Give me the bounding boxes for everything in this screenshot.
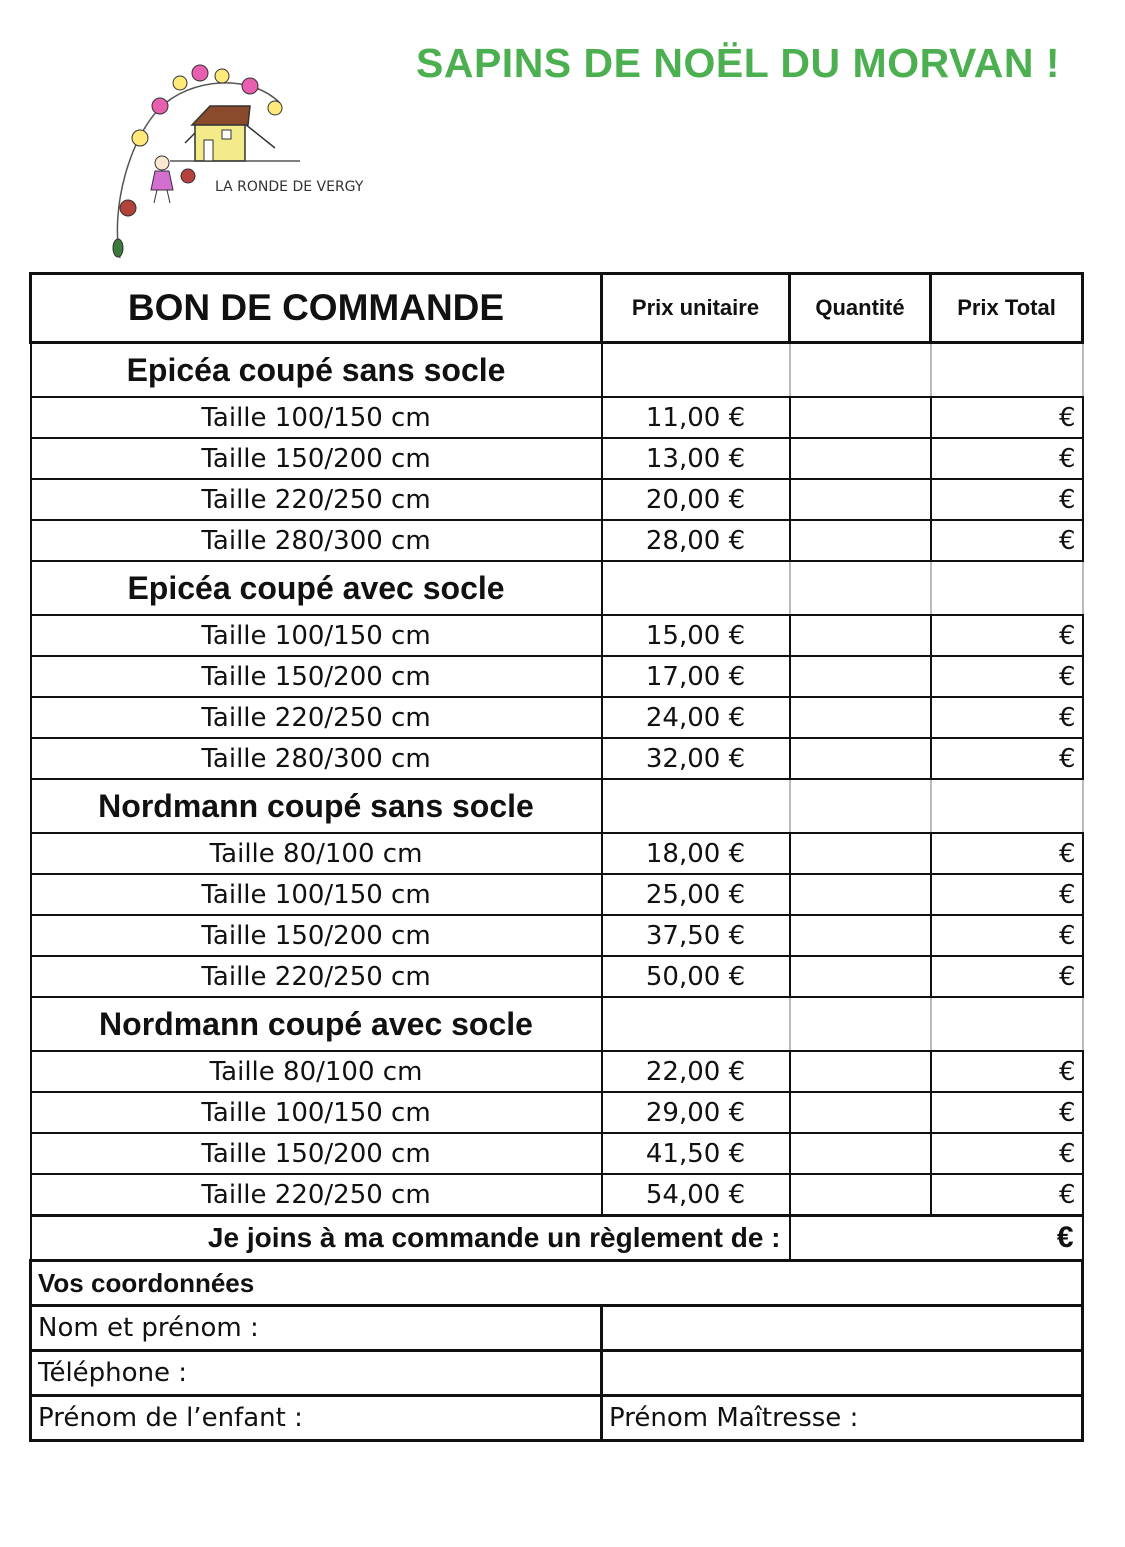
- category-empty-cell: [602, 779, 790, 833]
- contact-section-title: Vos coordonnées: [31, 1261, 1083, 1306]
- contact-row: [31, 1396, 1083, 1441]
- payment-row: [31, 1216, 1083, 1261]
- item-quantity-field[interactable]: [790, 656, 931, 697]
- item-quantity-field[interactable]: [790, 1051, 931, 1092]
- item-quantity-field[interactable]: [790, 738, 931, 779]
- phone-label: Téléphone :: [31, 1351, 602, 1396]
- category-row: [31, 779, 1083, 833]
- item-unit-price: 37,50 €: [602, 915, 790, 956]
- category-empty-cell: [790, 997, 931, 1051]
- item-total-field[interactable]: €: [931, 479, 1083, 520]
- payment-label: Je joins à ma commande un règlement de :: [31, 1216, 790, 1261]
- item-size: Taille 220/250 cm: [31, 1174, 602, 1216]
- item-total-field[interactable]: €: [931, 438, 1083, 479]
- category-empty-cell: [931, 997, 1083, 1051]
- table-row: [31, 874, 1083, 915]
- item-total-field[interactable]: €: [931, 397, 1083, 438]
- item-total-field[interactable]: €: [931, 956, 1083, 997]
- category-name: Epicéa coupé avec socle: [31, 561, 602, 615]
- item-size: Taille 280/300 cm: [31, 738, 602, 779]
- table-row: [31, 1133, 1083, 1174]
- item-size: Taille 100/150 cm: [31, 397, 602, 438]
- table-row: [31, 656, 1083, 697]
- item-total-field[interactable]: €: [931, 915, 1083, 956]
- table-row: [31, 833, 1083, 874]
- item-size: Taille 280/300 cm: [31, 520, 602, 561]
- item-unit-price: 22,00 €: [602, 1051, 790, 1092]
- category-name: Nordmann coupé sans socle: [31, 779, 602, 833]
- item-unit-price: 28,00 €: [602, 520, 790, 561]
- table-row: [31, 738, 1083, 779]
- category-name: Nordmann coupé avec socle: [31, 997, 602, 1051]
- category-empty-cell: [931, 779, 1083, 833]
- item-quantity-field[interactable]: [790, 397, 931, 438]
- item-quantity-field[interactable]: [790, 479, 931, 520]
- column-header-total: Prix Total: [931, 274, 1083, 343]
- table-row: [31, 956, 1083, 997]
- order-form-table: [29, 272, 1084, 1442]
- contact-row: [31, 1306, 1083, 1351]
- child-name-label[interactable]: Prénom de l’enfant :: [31, 1396, 602, 1441]
- column-header-unit-price: Prix unitaire: [602, 274, 790, 343]
- item-size: Taille 100/150 cm: [31, 874, 602, 915]
- item-size: Taille 150/200 cm: [31, 915, 602, 956]
- logo-text: LA RONDE DE VERGY: [215, 179, 364, 195]
- item-total-field[interactable]: €: [931, 874, 1083, 915]
- item-total-field[interactable]: €: [931, 697, 1083, 738]
- contact-row: [31, 1351, 1083, 1396]
- item-unit-price: 50,00 €: [602, 956, 790, 997]
- item-size: Taille 100/150 cm: [31, 1092, 602, 1133]
- item-quantity-field[interactable]: [790, 615, 931, 656]
- item-total-field[interactable]: €: [931, 1092, 1083, 1133]
- item-unit-price: 17,00 €: [602, 656, 790, 697]
- table-row: [31, 1174, 1083, 1216]
- item-total-field[interactable]: €: [931, 738, 1083, 779]
- category-empty-cell: [602, 997, 790, 1051]
- table-row: [31, 520, 1083, 561]
- table-row: [31, 1051, 1083, 1092]
- item-unit-price: 20,00 €: [602, 479, 790, 520]
- item-size: Taille 150/200 cm: [31, 656, 602, 697]
- item-size: Taille 150/200 cm: [31, 1133, 602, 1174]
- item-size: Taille 150/200 cm: [31, 438, 602, 479]
- item-quantity-field[interactable]: [790, 915, 931, 956]
- table-row: [31, 397, 1083, 438]
- item-size: Taille 80/100 cm: [31, 1051, 602, 1092]
- table-row: [31, 697, 1083, 738]
- item-quantity-field[interactable]: [790, 697, 931, 738]
- name-label: Nom et prénom :: [31, 1306, 602, 1351]
- category-name: Epicéa coupé sans socle: [31, 343, 602, 398]
- item-quantity-field[interactable]: [790, 1174, 931, 1216]
- item-unit-price: 32,00 €: [602, 738, 790, 779]
- category-empty-cell: [602, 343, 790, 398]
- category-empty-cell: [931, 343, 1083, 398]
- item-total-field[interactable]: €: [931, 520, 1083, 561]
- category-empty-cell: [790, 779, 931, 833]
- item-quantity-field[interactable]: [790, 956, 931, 997]
- category-empty-cell: [602, 561, 790, 615]
- item-unit-price: 18,00 €: [602, 833, 790, 874]
- item-unit-price: 15,00 €: [602, 615, 790, 656]
- item-total-field[interactable]: €: [931, 1133, 1083, 1174]
- category-empty-cell: [790, 561, 931, 615]
- item-unit-price: 24,00 €: [602, 697, 790, 738]
- table-row: [31, 438, 1083, 479]
- item-unit-price: 11,00 €: [602, 397, 790, 438]
- item-unit-price: 29,00 €: [602, 1092, 790, 1133]
- column-header-quantity: Quantité: [790, 274, 931, 343]
- order-form-title: BON DE COMMANDE: [31, 274, 602, 343]
- table-row: [31, 1092, 1083, 1133]
- category-empty-cell: [790, 343, 931, 398]
- item-total-field[interactable]: €: [931, 833, 1083, 874]
- item-quantity-field[interactable]: [790, 833, 931, 874]
- item-total-field[interactable]: €: [931, 1051, 1083, 1092]
- item-unit-price: 54,00 €: [602, 1174, 790, 1216]
- item-quantity-field[interactable]: [790, 438, 931, 479]
- name-field[interactable]: [602, 1306, 1083, 1351]
- item-quantity-field[interactable]: [790, 1133, 931, 1174]
- phone-field[interactable]: [602, 1351, 1083, 1396]
- item-size: Taille 220/250 cm: [31, 479, 602, 520]
- contact-section-row: [31, 1261, 1083, 1306]
- category-row: [31, 343, 1083, 398]
- item-unit-price: 13,00 €: [602, 438, 790, 479]
- table-row: [31, 915, 1083, 956]
- item-size: Taille 220/250 cm: [31, 697, 602, 738]
- table-row: [31, 479, 1083, 520]
- payment-amount-field[interactable]: €: [790, 1216, 1083, 1261]
- item-total-field[interactable]: €: [931, 656, 1083, 697]
- item-quantity-field[interactable]: [790, 520, 931, 561]
- item-size: Taille 80/100 cm: [31, 833, 602, 874]
- item-unit-price: 41,50 €: [602, 1133, 790, 1174]
- teacher-name-label[interactable]: Prénom Maîtresse :: [602, 1396, 1083, 1441]
- item-size: Taille 220/250 cm: [31, 956, 602, 997]
- item-unit-price: 25,00 €: [602, 874, 790, 915]
- category-row: [31, 561, 1083, 615]
- page-title: SAPINS DE NOËL DU MORVAN !: [416, 40, 1061, 86]
- category-row: [31, 997, 1083, 1051]
- item-quantity-field[interactable]: [790, 1092, 931, 1133]
- table-header-row: [31, 274, 1083, 343]
- item-total-field[interactable]: €: [931, 615, 1083, 656]
- table-row: [31, 615, 1083, 656]
- item-total-field[interactable]: €: [931, 1174, 1083, 1216]
- house-flowers-logo-icon: [100, 58, 390, 268]
- item-size: Taille 100/150 cm: [31, 615, 602, 656]
- item-quantity-field[interactable]: [790, 874, 931, 915]
- category-empty-cell: [931, 561, 1083, 615]
